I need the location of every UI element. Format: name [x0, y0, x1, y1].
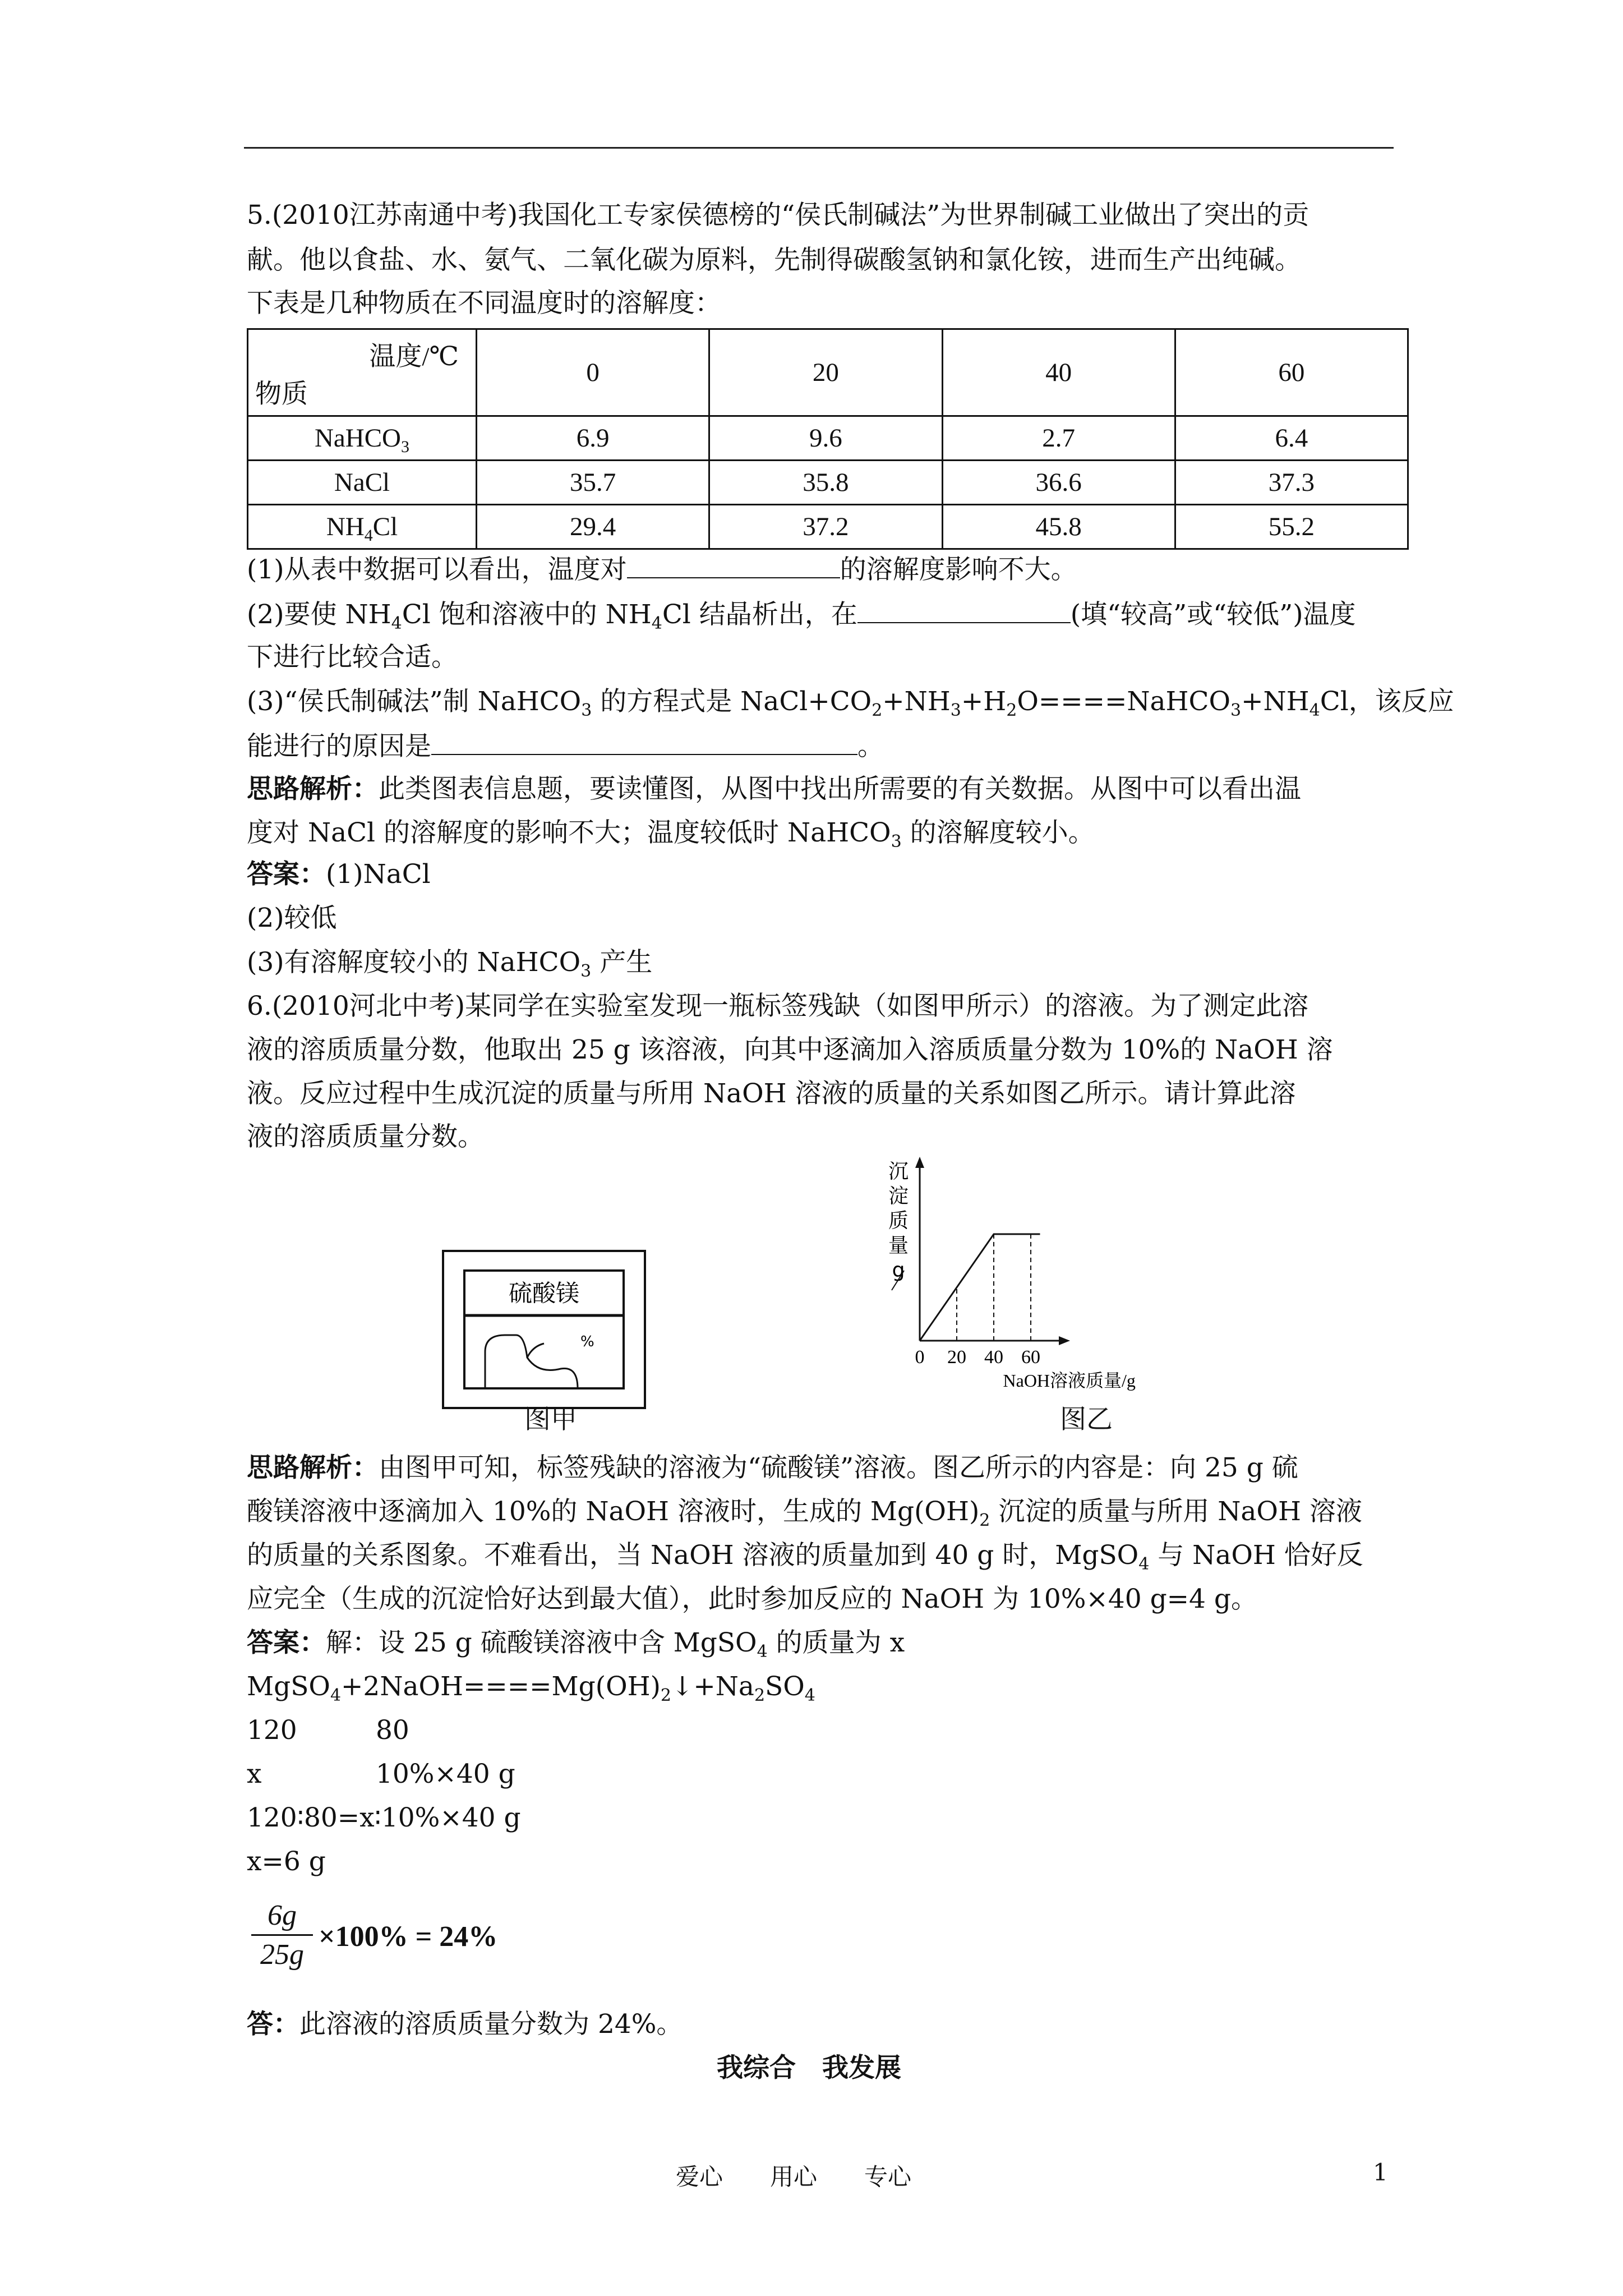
precipitate-line: [920, 1234, 1040, 1341]
fraction-bar: [251, 1934, 313, 1936]
temp-col-3: 60: [1175, 329, 1408, 416]
answer-blank[interactable]: [627, 553, 840, 578]
y-axis-arrow: [915, 1157, 924, 1168]
substance-cell: $NH_4Cl$: [248, 505, 477, 549]
x-value: x=6 g: [247, 1846, 326, 1877]
mass-row-2: x: [247, 1759, 262, 1789]
temp-col-0: 0: [477, 329, 709, 416]
label-text: 硫酸镁: [508, 1280, 580, 1307]
mass-row-2b: 10%×40 g: [376, 1759, 515, 1789]
q6-line1: 6.(2010河北中考)某同学在实验室发现一瓶标签残缺（如图甲所示）的溶液。为了测定此溶: [247, 991, 1309, 1022]
x-axis-arrow: [1059, 1336, 1070, 1345]
value-cell: 37.2: [709, 505, 942, 549]
x-tick-label: 0: [915, 1347, 925, 1368]
percentage-fraction: [251, 1899, 498, 1971]
answer-blank[interactable]: [857, 597, 1071, 623]
reaction-equation: $MgSO_4+2NaOH====Mg(OH)_2↓+Na_2SO_4$: [247, 1671, 815, 1705]
section-title: 我综合 我发展: [717, 2053, 901, 2083]
value-cell: 6.4: [1175, 416, 1408, 461]
temp-col-2: 40: [942, 329, 1175, 416]
q5-answer-2: (2)较低: [247, 903, 337, 933]
q5-part2-cont: 下进行比较合适。: [247, 642, 458, 673]
q6-analysis-3: 的质量的关系图象。不难看出，当 NaOH 溶液的质量加到 40 g 时，MgSO$_4$ 与 NaOH 恰好反: [247, 1540, 1363, 1574]
q6-analysis-2: 酸镁溶液中逐滴加入 10%的 NaOH 溶液时，生成的 $Mg(OH)_2$ 沉淀的质量与所用 NaOH 溶液: [247, 1496, 1362, 1530]
value-cell: 35.8: [709, 461, 942, 505]
q5-line3: 下表是几种物质在不同温度时的溶解度：: [247, 288, 721, 319]
value-cell: 2.7: [942, 416, 1175, 461]
temp-col-1: 20: [709, 329, 942, 416]
y-axis-label-char: g: [892, 1259, 905, 1282]
x-tick-label: 60: [1021, 1347, 1040, 1368]
y-axis-label-char: 沉: [888, 1160, 909, 1183]
x-tick-label: 40: [984, 1347, 1003, 1368]
header-temp: 温度/℃: [369, 342, 459, 371]
x-tick-label: 20: [947, 1347, 966, 1368]
substance-cell: NaCl: [248, 461, 477, 505]
header-rule: [244, 147, 1394, 149]
table-row: [248, 505, 1408, 549]
header-substance: 物质: [255, 380, 308, 409]
q6-line2: 液的溶质质量分数，他取出 25 g 该溶液，向其中逐滴加入溶质质量分数为 10%的 NaOH 溶: [247, 1034, 1333, 1065]
value-cell: 29.4: [477, 505, 709, 549]
q5-answer-3: (3)有溶解度较小的 NaHCO$_3$ 产生: [247, 947, 653, 981]
q6-line4: 液的溶质质量分数。: [247, 1121, 484, 1152]
q5-part3-cont: 能进行的原因是 。: [247, 729, 884, 763]
table-row: [248, 416, 1408, 461]
y-axis-label-char: 淀: [888, 1185, 909, 1208]
table-header-corner: [248, 329, 477, 416]
fig-b-caption: 图乙: [1060, 1404, 1113, 1435]
value-cell: 55.2: [1175, 505, 1408, 549]
solubility-table: [247, 328, 1409, 550]
fraction-denominator: 25g: [260, 1939, 304, 1971]
q5-analysis-cont: 度对 NaCl 的溶解度的影响不大；温度较低时 NaHCO$_3$ 的溶解度较小。: [247, 817, 1095, 852]
q6-analysis: 思路解析：由图甲可知，标签残缺的溶液为“硫酸镁”溶液。图乙所示的内容是：向 25 g 硫: [247, 1452, 1298, 1483]
fraction-numerator: 6g: [268, 1899, 297, 1931]
table-row: [248, 461, 1408, 505]
q6-answer: 答案：解：设 25 g 硫酸镁溶液中含 MgSO$_4$ 的质量为 x: [247, 1627, 905, 1662]
q6-analysis-4: 应完全（生成的沉淀恰好达到最大值），此时参加反应的 NaOH 为 10%×40 g=4 g。: [247, 1584, 1257, 1614]
value-cell: 35.7: [477, 461, 709, 505]
y-axis-label-char: 量: [888, 1234, 909, 1257]
label-percent: %: [580, 1333, 594, 1350]
value-cell: 45.8: [942, 505, 1175, 549]
fig-a-caption: 图甲: [524, 1404, 577, 1435]
q5-answer: 答案：(1)NaCl: [247, 859, 431, 890]
mass-row-1: 120: [247, 1715, 297, 1746]
value-cell: 36.6: [942, 461, 1175, 505]
q5-line1: 5.(2010江苏南通中考)我国化工专家侯德榜的“侯氏制碱法”为世界制碱工业做出了突出的贡: [247, 200, 1310, 231]
footer-text: 爱心 用心 专心: [676, 2163, 912, 2191]
x-axis-label: NaOH溶液质量/g: [1003, 1370, 1136, 1391]
mass-row-1b: 80: [376, 1715, 409, 1746]
value-cell: 6.9: [477, 416, 709, 461]
q5-part1: (1)从表中数据可以看出，温度对 的溶解度影响不大。: [247, 553, 1077, 586]
q5-line2: 献。他以食盐、水、氨气、二氧化碳为原料，先制得碳酸氢钠和氯化铵，进而生产出纯碱。: [247, 245, 1301, 275]
substance-cell: NaHCO$_3$: [248, 416, 477, 461]
y-axis-label-char: 质: [888, 1209, 909, 1232]
value-cell: 9.6: [709, 416, 942, 461]
q5-part3: (3)“侯氏制碱法”制 NaHCO$_3$ 的方程式是 $NaCl+CO_2+NH_3+H_2O====NaHCO_3+NH_4Cl$，该反应: [247, 686, 1454, 720]
fraction-result: ×100% = 24%: [319, 1921, 498, 1953]
answer-blank[interactable]: [431, 729, 857, 755]
precipitate-chart: [886, 1150, 1223, 1402]
final-answer: 答：此溶液的溶质质量分数为 24%。: [247, 2009, 683, 2040]
page-number: 1: [1373, 2159, 1388, 2186]
q6-line3: 液。反应过程中生成沉淀的质量与所用 NaOH 溶液的质量的关系如图乙所示。请计算此溶: [247, 1078, 1296, 1109]
q5-analysis: 思路解析：此类图表信息题，要读懂图，从图中找出所需要的有关数据。从图中可以看出温: [247, 774, 1301, 804]
value-cell: 37.3: [1175, 461, 1408, 505]
ratio-line: 120∶80=x∶10%×40 g: [247, 1802, 521, 1833]
q5-part2: (2)要使 $NH_4Cl$ 饱和溶液中的 $NH_4Cl$ 结晶析出，在 (填“较高”或“较低”)温度: [247, 597, 1356, 631]
